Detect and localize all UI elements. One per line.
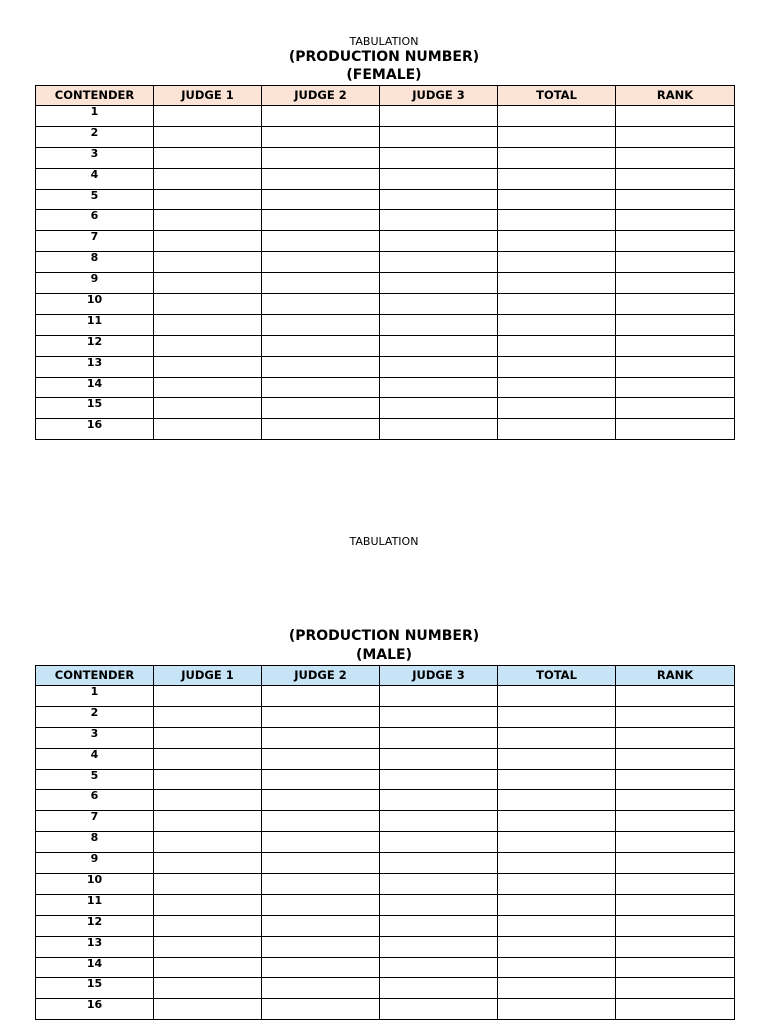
- judge-2-score-cell[interactable]: [262, 999, 380, 1020]
- rank-cell[interactable]: [616, 853, 735, 874]
- contender-number: 11: [36, 314, 154, 335]
- header-total: TOTAL: [498, 666, 616, 686]
- judge-3-score-cell[interactable]: [380, 978, 498, 999]
- judge-3-score-cell[interactable]: [380, 874, 498, 895]
- judge-1-score-cell[interactable]: [154, 377, 262, 398]
- rank-cell[interactable]: [616, 231, 735, 252]
- rank-cell[interactable]: [616, 335, 735, 356]
- header-judge-1: JUDGE 1: [154, 86, 262, 106]
- judge-3-score-cell[interactable]: [380, 748, 498, 769]
- table-row: [36, 874, 735, 895]
- rank-cell[interactable]: [616, 273, 735, 294]
- table-row: [36, 398, 735, 419]
- judge-3-score-cell[interactable]: [380, 957, 498, 978]
- judge-1-score-cell[interactable]: [154, 252, 262, 273]
- contender-number: 11: [36, 894, 154, 915]
- table-header-row: [36, 86, 735, 106]
- contender-number: 3: [36, 147, 154, 168]
- judge-1-score-cell[interactable]: [154, 273, 262, 294]
- judge-2-score-cell[interactable]: [262, 356, 380, 377]
- rank-cell[interactable]: [616, 874, 735, 895]
- total-cell[interactable]: [498, 999, 616, 1020]
- header-judge-3: JUDGE 3: [380, 86, 498, 106]
- contender-number: 8: [36, 832, 154, 853]
- judge-1-score-cell[interactable]: [154, 210, 262, 231]
- judge-2-score-cell[interactable]: [262, 273, 380, 294]
- judge-3-score-cell[interactable]: [380, 999, 498, 1020]
- header-rank: RANK: [616, 86, 735, 106]
- total-cell[interactable]: [498, 957, 616, 978]
- judge-1-score-cell[interactable]: [154, 790, 262, 811]
- judge-1-score-cell[interactable]: [154, 748, 262, 769]
- table-row: [36, 853, 735, 874]
- judge-2-score-cell[interactable]: [262, 147, 380, 168]
- judge-1-score-cell[interactable]: [154, 106, 262, 127]
- total-cell[interactable]: [498, 273, 616, 294]
- judge-2-score-cell[interactable]: [262, 978, 380, 999]
- judge-3-score-cell[interactable]: [380, 894, 498, 915]
- table-row: [36, 106, 735, 127]
- male-table-body: [36, 686, 735, 1020]
- rank-cell[interactable]: [616, 832, 735, 853]
- judge-1-score-cell[interactable]: [154, 294, 262, 315]
- rank-cell[interactable]: [616, 686, 735, 707]
- table-row: [36, 335, 735, 356]
- judge-2-score-cell[interactable]: [262, 811, 380, 832]
- contender-number: 4: [36, 748, 154, 769]
- judge-3-score-cell[interactable]: [380, 686, 498, 707]
- judge-2-score-cell[interactable]: [262, 727, 380, 748]
- judge-2-score-cell[interactable]: [262, 189, 380, 210]
- contender-number: 7: [36, 231, 154, 252]
- judge-2-score-cell[interactable]: [262, 832, 380, 853]
- judge-2-score-cell[interactable]: [262, 377, 380, 398]
- judge-2-score-cell[interactable]: [262, 398, 380, 419]
- rank-cell[interactable]: [616, 790, 735, 811]
- contender-number: 4: [36, 168, 154, 189]
- judge-3-score-cell[interactable]: [380, 252, 498, 273]
- contender-number: 12: [36, 915, 154, 936]
- judge-2-score-cell[interactable]: [262, 915, 380, 936]
- judge-3-score-cell[interactable]: [380, 189, 498, 210]
- table-row: [36, 231, 735, 252]
- judge-3-score-cell[interactable]: [380, 377, 498, 398]
- header-judge-2: JUDGE 2: [262, 666, 380, 686]
- table-row: [36, 999, 735, 1020]
- rank-cell[interactable]: [616, 210, 735, 231]
- total-cell[interactable]: [498, 377, 616, 398]
- table-row: [36, 168, 735, 189]
- judge-3-score-cell[interactable]: [380, 727, 498, 748]
- judge-2-score-cell[interactable]: [262, 894, 380, 915]
- judge-1-score-cell[interactable]: [154, 398, 262, 419]
- judge-2-score-cell[interactable]: [262, 252, 380, 273]
- rank-cell[interactable]: [616, 294, 735, 315]
- total-cell[interactable]: [498, 126, 616, 147]
- total-cell[interactable]: [498, 790, 616, 811]
- judge-1-score-cell[interactable]: [154, 936, 262, 957]
- judge-2-score-cell[interactable]: [262, 686, 380, 707]
- female-title: (PRODUCTION NUMBER): [288, 49, 480, 65]
- total-cell[interactable]: [498, 727, 616, 748]
- table-row: [36, 273, 735, 294]
- contender-number: 9: [36, 853, 154, 874]
- header-judge-1: JUDGE 1: [154, 666, 262, 686]
- rank-cell[interactable]: [616, 106, 735, 127]
- judge-1-score-cell[interactable]: [154, 231, 262, 252]
- judge-1-score-cell[interactable]: [154, 356, 262, 377]
- rank-cell[interactable]: [616, 147, 735, 168]
- contender-number: 7: [36, 811, 154, 832]
- total-cell[interactable]: [498, 894, 616, 915]
- table-row: [36, 294, 735, 315]
- contender-number: 1: [36, 106, 154, 127]
- table-row: [36, 978, 735, 999]
- female-table-body: [36, 106, 735, 440]
- judge-3-score-cell[interactable]: [380, 210, 498, 231]
- male-tabulation-table: [35, 665, 735, 1020]
- table-row: [36, 769, 735, 790]
- judge-3-score-cell[interactable]: [380, 168, 498, 189]
- contender-number: 9: [36, 273, 154, 294]
- table-row: [36, 252, 735, 273]
- judge-2-score-cell[interactable]: [262, 853, 380, 874]
- rank-cell[interactable]: [616, 356, 735, 377]
- table-row: [36, 811, 735, 832]
- judge-3-score-cell[interactable]: [380, 314, 498, 335]
- table-row: [36, 356, 735, 377]
- contender-number: 2: [36, 706, 154, 727]
- female-tabulation-table: [35, 85, 735, 440]
- contender-number: 14: [36, 377, 154, 398]
- contender-number: 5: [36, 769, 154, 790]
- judge-1-score-cell[interactable]: [154, 874, 262, 895]
- total-cell[interactable]: [498, 335, 616, 356]
- judge-2-score-cell[interactable]: [262, 790, 380, 811]
- judge-1-score-cell[interactable]: [154, 189, 262, 210]
- judge-3-score-cell[interactable]: [380, 126, 498, 147]
- contender-number: 3: [36, 727, 154, 748]
- judge-2-score-cell[interactable]: [262, 874, 380, 895]
- total-cell[interactable]: [498, 936, 616, 957]
- table-row: [36, 377, 735, 398]
- judge-3-score-cell[interactable]: [380, 231, 498, 252]
- rank-cell[interactable]: [616, 727, 735, 748]
- contender-number: 2: [36, 126, 154, 147]
- female-subtitle: (FEMALE): [346, 67, 422, 83]
- judge-1-score-cell[interactable]: [154, 894, 262, 915]
- judge-3-score-cell[interactable]: [380, 790, 498, 811]
- judge-3-score-cell[interactable]: [380, 832, 498, 853]
- judge-1-score-cell[interactable]: [154, 727, 262, 748]
- total-cell[interactable]: [498, 147, 616, 168]
- total-cell[interactable]: [498, 978, 616, 999]
- contender-number: 15: [36, 398, 154, 419]
- judge-1-score-cell[interactable]: [154, 419, 262, 440]
- contender-number: 1: [36, 686, 154, 707]
- total-cell[interactable]: [498, 686, 616, 707]
- contender-number: 8: [36, 252, 154, 273]
- header-contender: CONTENDER: [36, 666, 154, 686]
- judge-1-score-cell[interactable]: [154, 168, 262, 189]
- contender-number: 5: [36, 189, 154, 210]
- rank-cell[interactable]: [616, 314, 735, 335]
- judge-3-score-cell[interactable]: [380, 769, 498, 790]
- rank-cell[interactable]: [616, 936, 735, 957]
- judge-2-score-cell[interactable]: [262, 210, 380, 231]
- rank-cell[interactable]: [616, 915, 735, 936]
- judge-1-score-cell[interactable]: [154, 147, 262, 168]
- judge-2-score-cell[interactable]: [262, 419, 380, 440]
- judge-3-score-cell[interactable]: [380, 936, 498, 957]
- judge-3-score-cell[interactable]: [380, 706, 498, 727]
- judge-2-score-cell[interactable]: [262, 957, 380, 978]
- female-tabulation-label: TABULATION: [349, 35, 419, 48]
- table-row: [36, 126, 735, 147]
- table-row: [36, 748, 735, 769]
- table-row: [36, 790, 735, 811]
- rank-cell[interactable]: [616, 168, 735, 189]
- table-row: [36, 727, 735, 748]
- table-row: [36, 210, 735, 231]
- total-cell[interactable]: [498, 419, 616, 440]
- total-cell[interactable]: [498, 294, 616, 315]
- contender-number: 10: [36, 294, 154, 315]
- header-total: TOTAL: [498, 86, 616, 106]
- contender-number: 6: [36, 790, 154, 811]
- header-judge-3: JUDGE 3: [380, 666, 498, 686]
- judge-3-score-cell[interactable]: [380, 853, 498, 874]
- judge-1-score-cell[interactable]: [154, 915, 262, 936]
- total-cell[interactable]: [498, 853, 616, 874]
- judge-1-score-cell[interactable]: [154, 314, 262, 335]
- rank-cell[interactable]: [616, 769, 735, 790]
- total-cell[interactable]: [498, 915, 616, 936]
- rank-cell[interactable]: [616, 999, 735, 1020]
- judge-2-score-cell[interactable]: [262, 314, 380, 335]
- total-cell[interactable]: [498, 769, 616, 790]
- header-contender: CONTENDER: [36, 86, 154, 106]
- total-cell[interactable]: [498, 398, 616, 419]
- male-subtitle: (MALE): [355, 647, 413, 663]
- judge-1-score-cell[interactable]: [154, 957, 262, 978]
- contender-number: 15: [36, 978, 154, 999]
- total-cell[interactable]: [498, 106, 616, 127]
- total-cell[interactable]: [498, 748, 616, 769]
- total-cell[interactable]: [498, 832, 616, 853]
- contender-number: 12: [36, 335, 154, 356]
- judge-3-score-cell[interactable]: [380, 335, 498, 356]
- total-cell[interactable]: [498, 189, 616, 210]
- rank-cell[interactable]: [616, 398, 735, 419]
- table-row: [36, 832, 735, 853]
- judge-1-score-cell[interactable]: [154, 335, 262, 356]
- rank-cell[interactable]: [616, 377, 735, 398]
- judge-1-score-cell[interactable]: [154, 686, 262, 707]
- contender-number: 16: [36, 419, 154, 440]
- judge-3-score-cell[interactable]: [380, 419, 498, 440]
- judge-2-score-cell[interactable]: [262, 231, 380, 252]
- table-row: [36, 686, 735, 707]
- judge-3-score-cell[interactable]: [380, 811, 498, 832]
- table-row: [36, 706, 735, 727]
- table-row: [36, 894, 735, 915]
- judge-1-score-cell[interactable]: [154, 706, 262, 727]
- contender-number: 14: [36, 957, 154, 978]
- judge-3-score-cell[interactable]: [380, 398, 498, 419]
- judge-2-score-cell[interactable]: [262, 106, 380, 127]
- rank-cell[interactable]: [616, 126, 735, 147]
- contender-number: 13: [36, 356, 154, 377]
- judge-2-score-cell[interactable]: [262, 936, 380, 957]
- contender-number: 16: [36, 999, 154, 1020]
- table-row: [36, 957, 735, 978]
- judge-2-score-cell[interactable]: [262, 706, 380, 727]
- judge-2-score-cell[interactable]: [262, 126, 380, 147]
- contender-number: 13: [36, 936, 154, 957]
- table-row: [36, 936, 735, 957]
- table-row: [36, 314, 735, 335]
- rank-cell[interactable]: [616, 978, 735, 999]
- judge-3-score-cell[interactable]: [380, 356, 498, 377]
- rank-cell[interactable]: [616, 748, 735, 769]
- contender-number: 10: [36, 874, 154, 895]
- judge-2-score-cell[interactable]: [262, 335, 380, 356]
- judge-1-score-cell[interactable]: [154, 853, 262, 874]
- rank-cell[interactable]: [616, 894, 735, 915]
- judge-3-score-cell[interactable]: [380, 915, 498, 936]
- male-title: (PRODUCTION NUMBER): [288, 628, 480, 644]
- total-cell[interactable]: [498, 252, 616, 273]
- table-row: [36, 189, 735, 210]
- total-cell[interactable]: [498, 231, 616, 252]
- total-cell[interactable]: [498, 168, 616, 189]
- male-tabulation-label: TABULATION: [349, 535, 419, 548]
- judge-1-score-cell[interactable]: [154, 832, 262, 853]
- rank-cell[interactable]: [616, 252, 735, 273]
- total-cell[interactable]: [498, 811, 616, 832]
- header-judge-2: JUDGE 2: [262, 86, 380, 106]
- judge-1-score-cell[interactable]: [154, 769, 262, 790]
- total-cell[interactable]: [498, 874, 616, 895]
- table-row: [36, 147, 735, 168]
- rank-cell[interactable]: [616, 189, 735, 210]
- rank-cell[interactable]: [616, 706, 735, 727]
- total-cell[interactable]: [498, 706, 616, 727]
- judge-1-score-cell[interactable]: [154, 999, 262, 1020]
- judge-2-score-cell[interactable]: [262, 769, 380, 790]
- table-row: [36, 419, 735, 440]
- contender-number: 6: [36, 210, 154, 231]
- judge-3-score-cell[interactable]: [380, 147, 498, 168]
- judge-2-score-cell[interactable]: [262, 168, 380, 189]
- judge-1-score-cell[interactable]: [154, 978, 262, 999]
- judge-3-score-cell[interactable]: [380, 294, 498, 315]
- rank-cell[interactable]: [616, 957, 735, 978]
- judge-3-score-cell[interactable]: [380, 106, 498, 127]
- judge-2-score-cell[interactable]: [262, 294, 380, 315]
- total-cell[interactable]: [498, 210, 616, 231]
- rank-cell[interactable]: [616, 811, 735, 832]
- judge-1-score-cell[interactable]: [154, 811, 262, 832]
- judge-2-score-cell[interactable]: [262, 748, 380, 769]
- table-header-row: [36, 666, 735, 686]
- rank-cell[interactable]: [616, 419, 735, 440]
- judge-3-score-cell[interactable]: [380, 273, 498, 294]
- table-row: [36, 915, 735, 936]
- header-rank: RANK: [616, 666, 735, 686]
- total-cell[interactable]: [498, 314, 616, 335]
- total-cell[interactable]: [498, 356, 616, 377]
- judge-1-score-cell[interactable]: [154, 126, 262, 147]
